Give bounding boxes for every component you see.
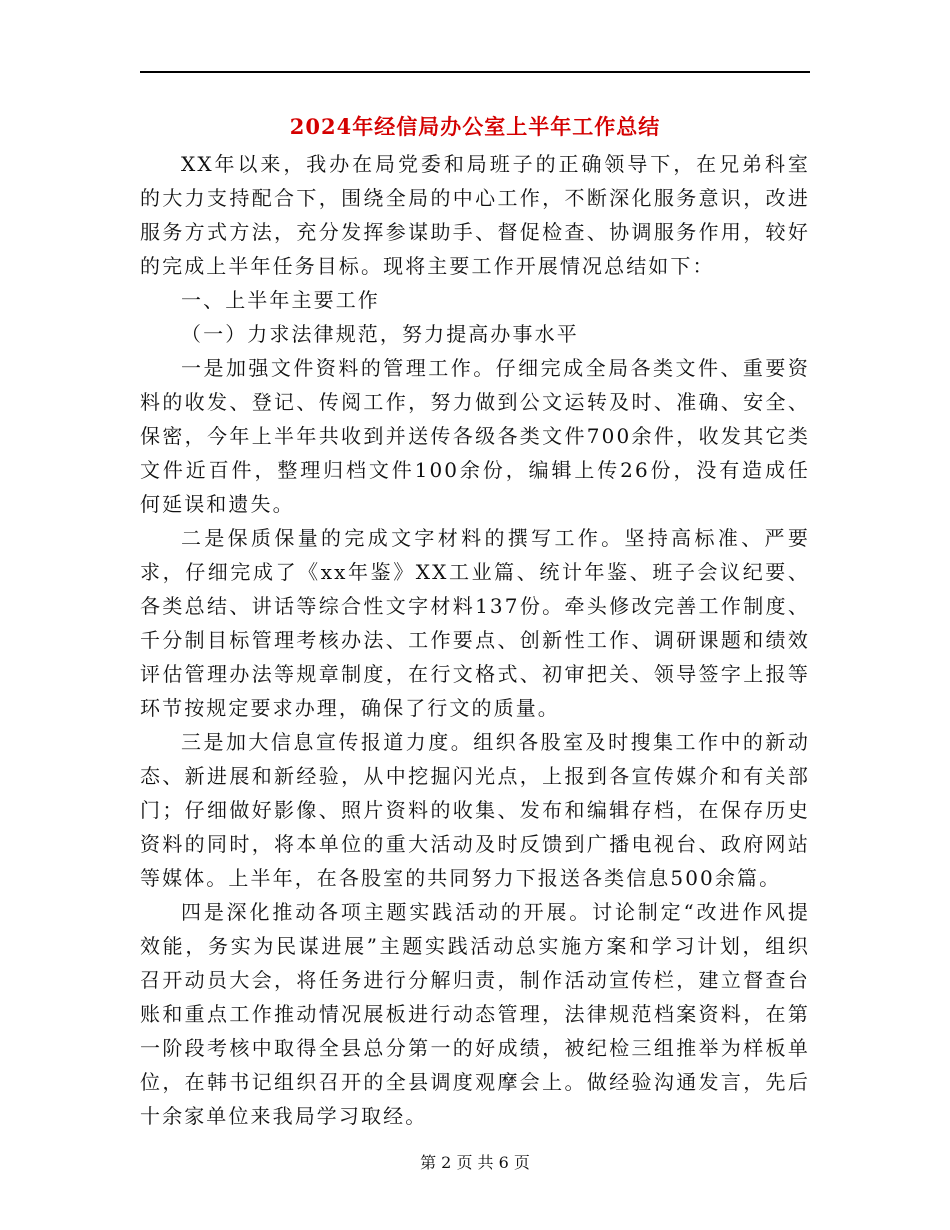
subsection-heading: （一）力求法律规范，努力提高办事水平 bbox=[181, 322, 579, 346]
section-heading: 一、上半年主要工作 bbox=[181, 288, 380, 312]
document-body bbox=[140, 147, 810, 1133]
document-title: 2024年经信局办公室上半年工作总结 bbox=[289, 114, 661, 139]
page-number: 第 2 页 共 6 页 bbox=[420, 1153, 530, 1172]
paragraph-item-1: 一是加强文件资料的管理工作。仔细完成全局各类文件、重要资料的收发、登记、传阅工作，努力做到公文运转及时、准确、安全、保密，今年上半年共收到并送传各级各类文件700余件，收发其它类文件近百件，整理归档文件100余份，编辑上传26份，没有造成任何延误和遗失。 bbox=[140, 356, 810, 516]
paragraph-item-3: 三是加大信息宣传报道力度。组织各股室及时搜集工作中的新动态、新进展和新经验，从中挖掘闪光点，上报到各宣传媒介和有关部门；仔细做好影像、照片资料的收集、发布和编辑存档，在保存历史资料的同时，将本单位的重大活动及时反馈到广播电视台、政府网站等媒体。上半年，在各股室的共同努力下报送各类信息500余篇。 bbox=[140, 730, 810, 890]
header-rule bbox=[140, 71, 810, 73]
page-footer bbox=[0, 1150, 950, 1173]
paragraph-intro: XX年以来，我办在局党委和局班子的正确领导下，在兄弟科室的大力支持配合下，围绕全局的中心工作，不断深化服务意识，改进服务方式方法，充分发挥参谋助手、督促检查、协调服务作用，较好的完成上半年任务目标。现将主要工作开展情况总结如下： bbox=[140, 152, 810, 278]
paragraph-item-4: 四是深化推动各项主题实践活动的开展。讨论制定“改进作风提效能，务实为民谋进展”主题实践活动总实施方案和学习计划，组织召开动员大会，将任务进行分解归责，制作活动宣传栏，建立督查台账和重点工作推动情况展板进行动态管理，法律规范档案资料，在第一阶段考核中取得全县总分第一的好成绩，被纪检三组推举为样板单位，在韩书记组织召开的全县调度观摩会上。做经验沟通发言，先后十余家单位来我局学习取经。 bbox=[140, 900, 810, 1128]
paragraph-item-2: 二是保质保量的完成文字材料的撰写工作。坚持高标准、严要求，仔细完成了《xx年鉴》XX工业篇、统计年鉴、班子会议纪要、各类总结、讲话等综合性文字材料137份。牵头修改完善工作制度、千分制目标管理考核办法、工作要点、创新性工作、调研课题和绩效评估管理办法等规章制度，在行文格式、初审把关、领导签字上报等环节按规定要求办理，确保了行文的质量。 bbox=[140, 526, 810, 720]
